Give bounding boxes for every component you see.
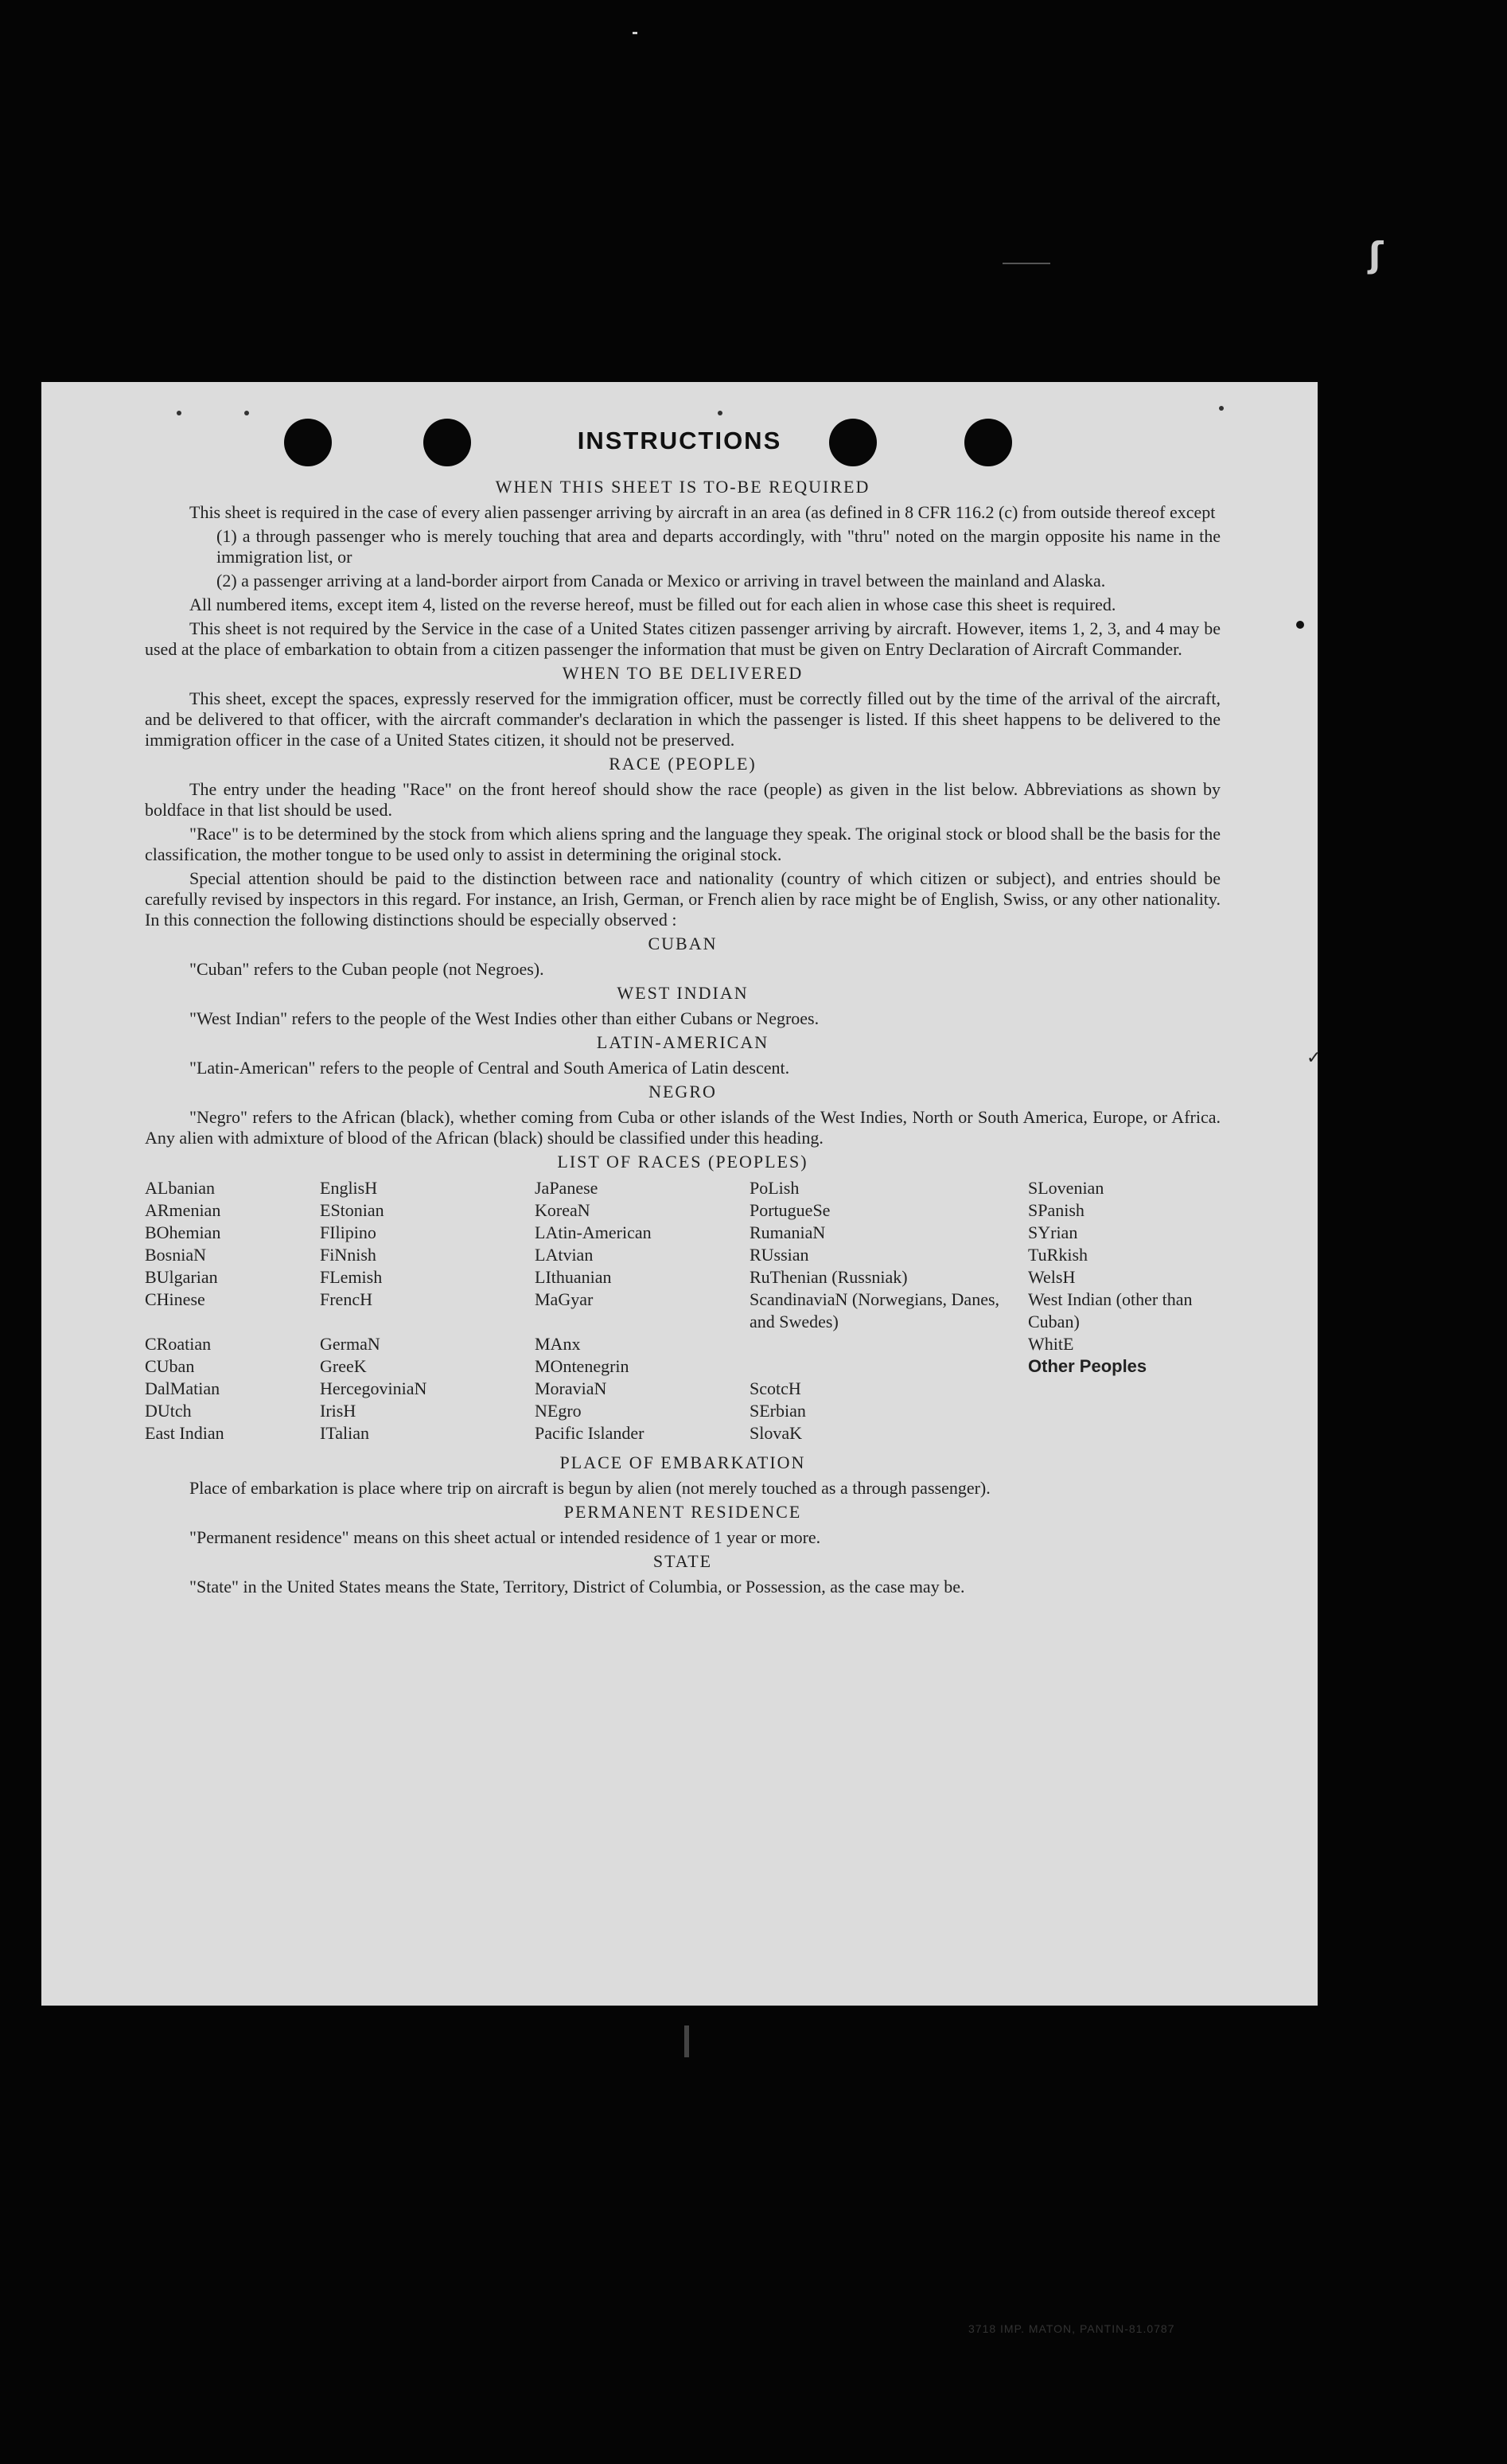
race-entry: Pacific Islander xyxy=(535,1423,644,1443)
race-entry: MoraviaN xyxy=(535,1378,607,1398)
race-entry: GermaN xyxy=(320,1334,380,1354)
paragraph: All numbered items, except item 4, listed on the reverse hereof, must be filled out for each alien in whose case this sheet is required. xyxy=(189,595,1116,614)
race-entry: BOhemian xyxy=(145,1222,221,1242)
race-entry: DalMatian xyxy=(145,1378,220,1398)
race-entry: FrencH xyxy=(320,1289,372,1309)
paragraph: The entry under the heading "Race" on the front hereof should show the race (people) as given in the list below. Abbreviations as shown by boldface in that list should be used. xyxy=(145,779,1221,820)
race-entry: HercegoviniaN xyxy=(320,1378,427,1398)
heading-state: STATE xyxy=(652,1551,713,1571)
race-entry: WelsH xyxy=(1028,1267,1076,1287)
paragraph: This sheet is not required by the Service in the case of a United States citizen passenger arriving by aircraft. However, items 1, 2, 3, and 4 may be used at the place of embarkation to obtain from a citizen passenger the information that must be given on Entry Declaration of Aircraft Commander. xyxy=(145,618,1221,659)
race-entry: ITalian xyxy=(320,1423,369,1443)
race-entry: LAtin-American xyxy=(535,1222,652,1242)
instructions-body xyxy=(145,474,1221,1600)
speck xyxy=(1219,406,1224,411)
race-entry: East Indian xyxy=(145,1423,224,1443)
paragraph: "Latin-American" refers to the people of Central and South America of Latin descent. xyxy=(189,1058,790,1078)
paragraph: "Cuban" refers to the Cuban people (not Negroes). xyxy=(189,959,544,979)
race-entry: West Indian (other than Cuban) xyxy=(1028,1289,1193,1331)
scan-mark xyxy=(633,32,637,34)
paragraph: "Negro" refers to the African (black), whether coming from Cuba or other islands of the West Indies, North or South America, Europe, or Africa. Any alien with admixture of blood of the African (black) should be classified under this heading. xyxy=(145,1107,1221,1148)
heading-when-delivered: WHEN TO BE DELIVERED xyxy=(562,663,804,683)
heading-cuban: CUBAN xyxy=(648,934,718,953)
race-entry: NEgro xyxy=(535,1401,582,1421)
race-entry xyxy=(1028,1378,1219,1400)
race-entry: CUban xyxy=(145,1356,195,1376)
speck xyxy=(177,411,181,415)
paragraph: Place of embarkation is place where trip on aircraft is begun by alien (not merely touched as a through passenger). xyxy=(189,1478,991,1498)
race-entry: RumaniaN xyxy=(750,1222,826,1242)
race-entry: KoreaN xyxy=(535,1200,590,1220)
race-entry: LIthuanian xyxy=(535,1267,612,1287)
race-entry: TuRkish xyxy=(1028,1245,1088,1265)
heading-negro: NEGRO xyxy=(648,1082,717,1101)
race-entry: RUssian xyxy=(750,1245,809,1265)
race-entry: ALbanian xyxy=(145,1178,215,1198)
race-entry: BUlgarian xyxy=(145,1267,218,1287)
heading-list-of-races: LIST OF RACES (PEOPLES) xyxy=(557,1152,808,1172)
margin-tick: ✓ xyxy=(1306,1047,1322,1067)
race-entry: WhitE xyxy=(1028,1334,1074,1354)
speck xyxy=(244,411,249,415)
race-entry xyxy=(750,1333,1028,1355)
scan-mark xyxy=(1003,263,1050,264)
race-entry: GreeK xyxy=(320,1356,367,1376)
race-entry: MOntenegrin xyxy=(535,1356,629,1376)
race-entry: PortugueSe xyxy=(750,1200,831,1220)
race-entry: ScotcH xyxy=(750,1378,801,1398)
race-entry: FLemish xyxy=(320,1267,383,1287)
paragraph: "Race" is to be determined by the stock from which aliens spring and the language they speak. The original stock or blood shall be the basis for the classification, the mother tongue to be used only to assist in determining the original stock. xyxy=(145,824,1221,864)
races-list xyxy=(145,1177,1221,1444)
race-entry: MAnx xyxy=(535,1334,581,1354)
exception-item: (1) a through passenger who is merely touching that area and departs accordingly, with "thru" noted on the margin opposite his name in the immigration list, or xyxy=(216,526,1221,567)
race-entry: SErbian xyxy=(750,1401,806,1421)
heading-embarkation: PLACE OF EMBARKATION xyxy=(559,1452,806,1472)
heading-latin-american: LATIN-AMERICAN xyxy=(596,1032,769,1052)
race-entry: BosniaN xyxy=(145,1245,206,1265)
corner-handwritten-mark: ʃ xyxy=(1369,235,1384,275)
race-entry: IrisH xyxy=(320,1401,356,1421)
race-entry: FIlipino xyxy=(320,1222,376,1242)
race-entry: ARmenian xyxy=(145,1200,221,1220)
instruction-sheet xyxy=(41,382,1322,2335)
speck xyxy=(1296,621,1304,629)
page-title: INSTRUCTIONS xyxy=(577,427,782,454)
paragraph: "West Indian" refers to the people of the West Indies other than either Cubans or Negroes. xyxy=(189,1008,820,1028)
race-entry: CRoatian xyxy=(145,1334,212,1354)
paragraph: Special attention should be paid to the distinction between race and nationality (country of which citizen or subject), and entries should be carefully revised by inspectors in this regard. For instance, an Irish, German, or French alien by race might be of English, Swiss, or any other nationality. In this connection the following distinctions should be especially observed : xyxy=(145,868,1221,930)
heading-permanent-residence: PERMANENT RESIDENCE xyxy=(563,1502,802,1522)
race-entry xyxy=(1028,1400,1219,1422)
race-entry: SPanish xyxy=(1028,1200,1084,1220)
race-entry: RuThenian (Russniak) xyxy=(750,1267,908,1287)
race-entry: JaPanese xyxy=(535,1178,598,1198)
scan-mark xyxy=(684,2025,689,2057)
race-entry: MaGyar xyxy=(535,1289,594,1309)
race-entry: CHinese xyxy=(145,1289,205,1309)
race-entry: DUtch xyxy=(145,1401,192,1421)
race-entry xyxy=(1028,1422,1219,1444)
race-entry xyxy=(750,1355,1028,1378)
paragraph: This sheet, except the spaces, expressly reserved for the immigration officer, must be correctly filled out by the time of the arrival of the aircraft, and be delivered to that officer, with the aircraft commander's declaration in which the passenger is listed. If this sheet happens to be delivered to the immigration officer in the case of a United States citizen, it should not be preserved. xyxy=(145,688,1221,750)
race-entry: EStonian xyxy=(320,1200,384,1220)
race-entry: EnglisH xyxy=(320,1178,378,1198)
race-entry: SYrian xyxy=(1028,1222,1078,1242)
race-entry: PoLish xyxy=(750,1178,800,1198)
exception-item: (2) a passenger arriving at a land-border airport from Canada or Mexico or arriving in travel between the mainland and Alaska. xyxy=(216,571,1106,591)
printer-imprint: 3718 IMP. MATON, PANTIN-81.0787 xyxy=(968,2322,1175,2335)
race-entry: ScandinaviaN (Norwegians, Danes, and Swedes) xyxy=(750,1289,1000,1331)
heading-when-required: WHEN THIS SHEET IS TO-BE REQUIRED xyxy=(495,477,870,497)
paragraph: "Permanent residence" means on this sheet actual or intended residence of 1 year or more. xyxy=(189,1527,821,1547)
paragraph: This sheet is required in the case of every alien passenger arriving by aircraft in an area (as defined in 8 CFR 116.2 (c) from outside thereof except xyxy=(189,502,1216,522)
race-entry: SLovenian xyxy=(1028,1178,1104,1198)
race-entry: SlovaK xyxy=(750,1423,802,1443)
paragraph: "State" in the United States means the State, Territory, District of Columbia, or Possession, as the case may be. xyxy=(189,1577,965,1597)
heading-race: RACE (PEOPLE) xyxy=(609,754,757,774)
heading-west-indian: WEST INDIAN xyxy=(617,983,749,1003)
race-entry: LAtvian xyxy=(535,1245,594,1265)
speck xyxy=(718,411,722,415)
race-entry: FiNnish xyxy=(320,1245,376,1265)
race-entry: Other Peoples xyxy=(1028,1356,1147,1376)
